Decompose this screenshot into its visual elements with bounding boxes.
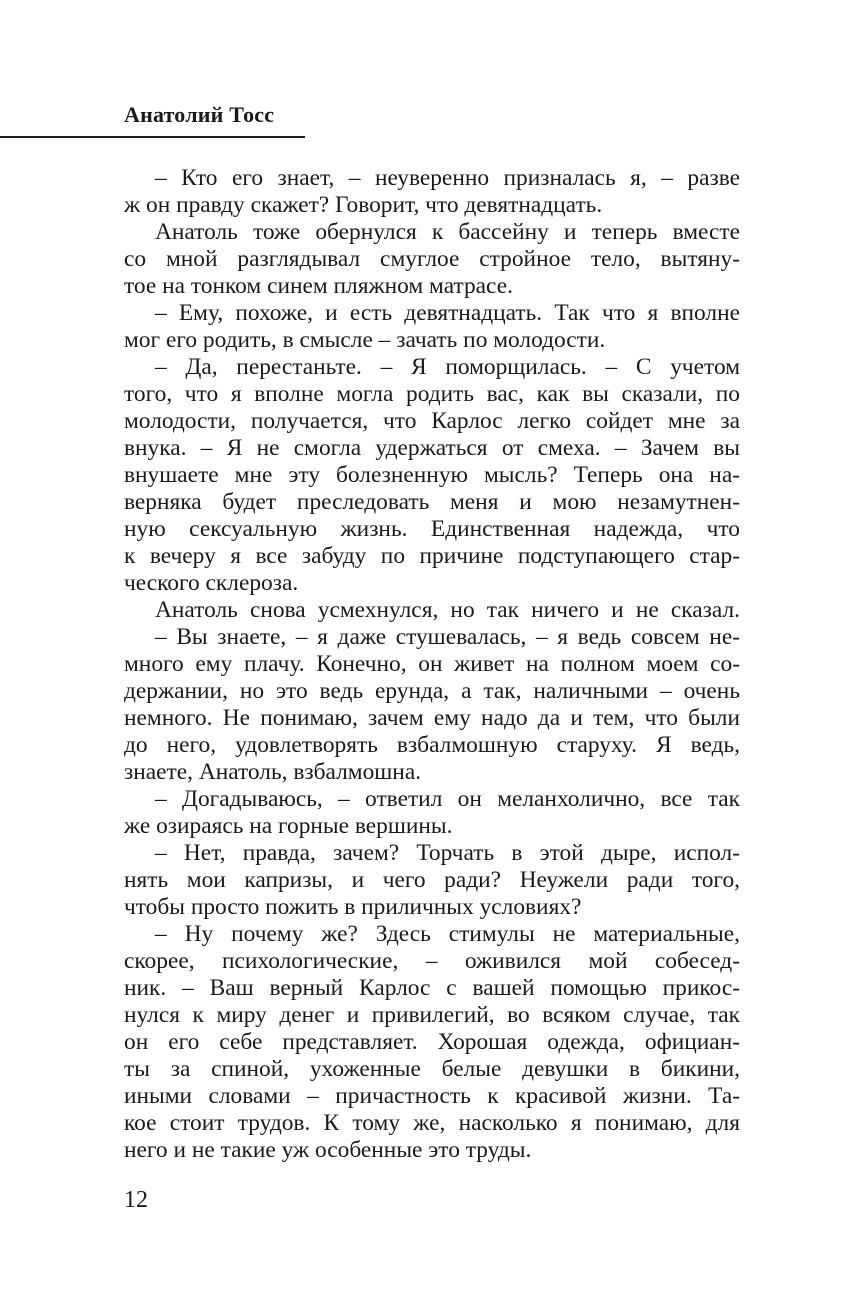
text-line: ж он правду скажет? Говорит, что девятнадцать. [124,192,603,218]
text-line: нулся к миру денег и привилегий, во всяком случае, так [124,1002,740,1028]
running-head [0,102,305,138]
text-line: к вечеру я все забуду по причине подступающего стар- [124,543,740,569]
text-line: немного. Не понимаю, зачем ему надо да и тем, что были [124,705,740,731]
text-line: со мной разглядывал смуглое стройное тело, вытяну- [124,246,740,272]
text-line: держании, но это ведь ерунда, а так, наличными – очень [124,678,740,704]
page-number: 12 [124,1187,148,1213]
text-line: много ему плачу. Конечно, он живет на полном моем со- [124,651,740,677]
text-line: кое стоит трудов. К тому же, насколько я понимаю, для [124,1110,740,1136]
text-line: ческого склероза. [124,570,299,596]
text-line: внушаете мне эту болезненную мысль? Теперь она на- [124,462,740,488]
text-line: же озираясь на горные вершины. [124,813,453,839]
text-line: – Да, перестаньте. – Я поморщилась. – С учетом [155,354,740,380]
text-line: него и не такие уж особенные это труды. [124,1137,532,1163]
text-line: ник. – Ваш верный Карлос с вашей помощью прикос- [124,975,740,1001]
text-line: внука. – Я не смогла удержаться от смеха. – Зачем вы [124,435,740,461]
text-line: до него, удовлетворять взбалмошную старуху. Я ведь, [124,732,740,758]
text-line: верняка будет преследовать меня и мою незамутнен- [124,489,740,515]
text-line: знаете, Анатоль, взбалмошна. [124,759,422,785]
text-line: Анатоль снова усмехнулся, но так ничего и не сказал. [155,597,740,623]
text-line: ты за спиной, ухоженные белые девушки в бикини, [124,1056,740,1082]
text-line: – Ну почему же? Здесь стимулы не материальные, [155,921,740,947]
text-line: ную сексуальную жизнь. Единственная надежда, что [124,516,740,542]
text-line: он его себе представляет. Хорошая одежда, официан- [124,1029,740,1055]
text-line: иными словами – причастность к красивой жизни. Та- [124,1083,740,1109]
text-line: – Вы знаете, – я даже стушевалась, – я ведь совсем не- [155,624,740,650]
text-line: молодости, получается, что Карлос легко сойдет мне за [124,408,740,434]
text-line: – Кто его знает, – неуверенно призналась я, – разве [155,165,740,191]
text-line: мог его родить, в смысле – зачать по молодости. [124,327,606,353]
text-line: чтобы просто пожить в приличных условиях? [124,894,582,920]
text-line: скорее, психологические, – оживился мой собесед- [124,948,740,974]
text-line: тое на тонком синем пляжном матрасе. [124,273,513,299]
text-line: Анатоль тоже обернулся к бассейну и теперь вместе [155,219,740,245]
text-line: – Догадываюсь, – ответил он меланхолично, все так [155,786,740,812]
text-line: – Нет, правда, зачем? Торчать в этой дыре, испол- [155,840,740,866]
text-line: того, что я вполне могла родить вас, как вы сказали, по [124,381,740,407]
running-head-title: Анатолий Тосс [124,102,275,127]
text-line: нять мои капризы, и чего ради? Неужели ради того, [124,867,740,893]
body-text [124,165,740,1164]
text-line: – Ему, похоже, и есть девятнадцать. Так что я вполне [155,300,740,326]
